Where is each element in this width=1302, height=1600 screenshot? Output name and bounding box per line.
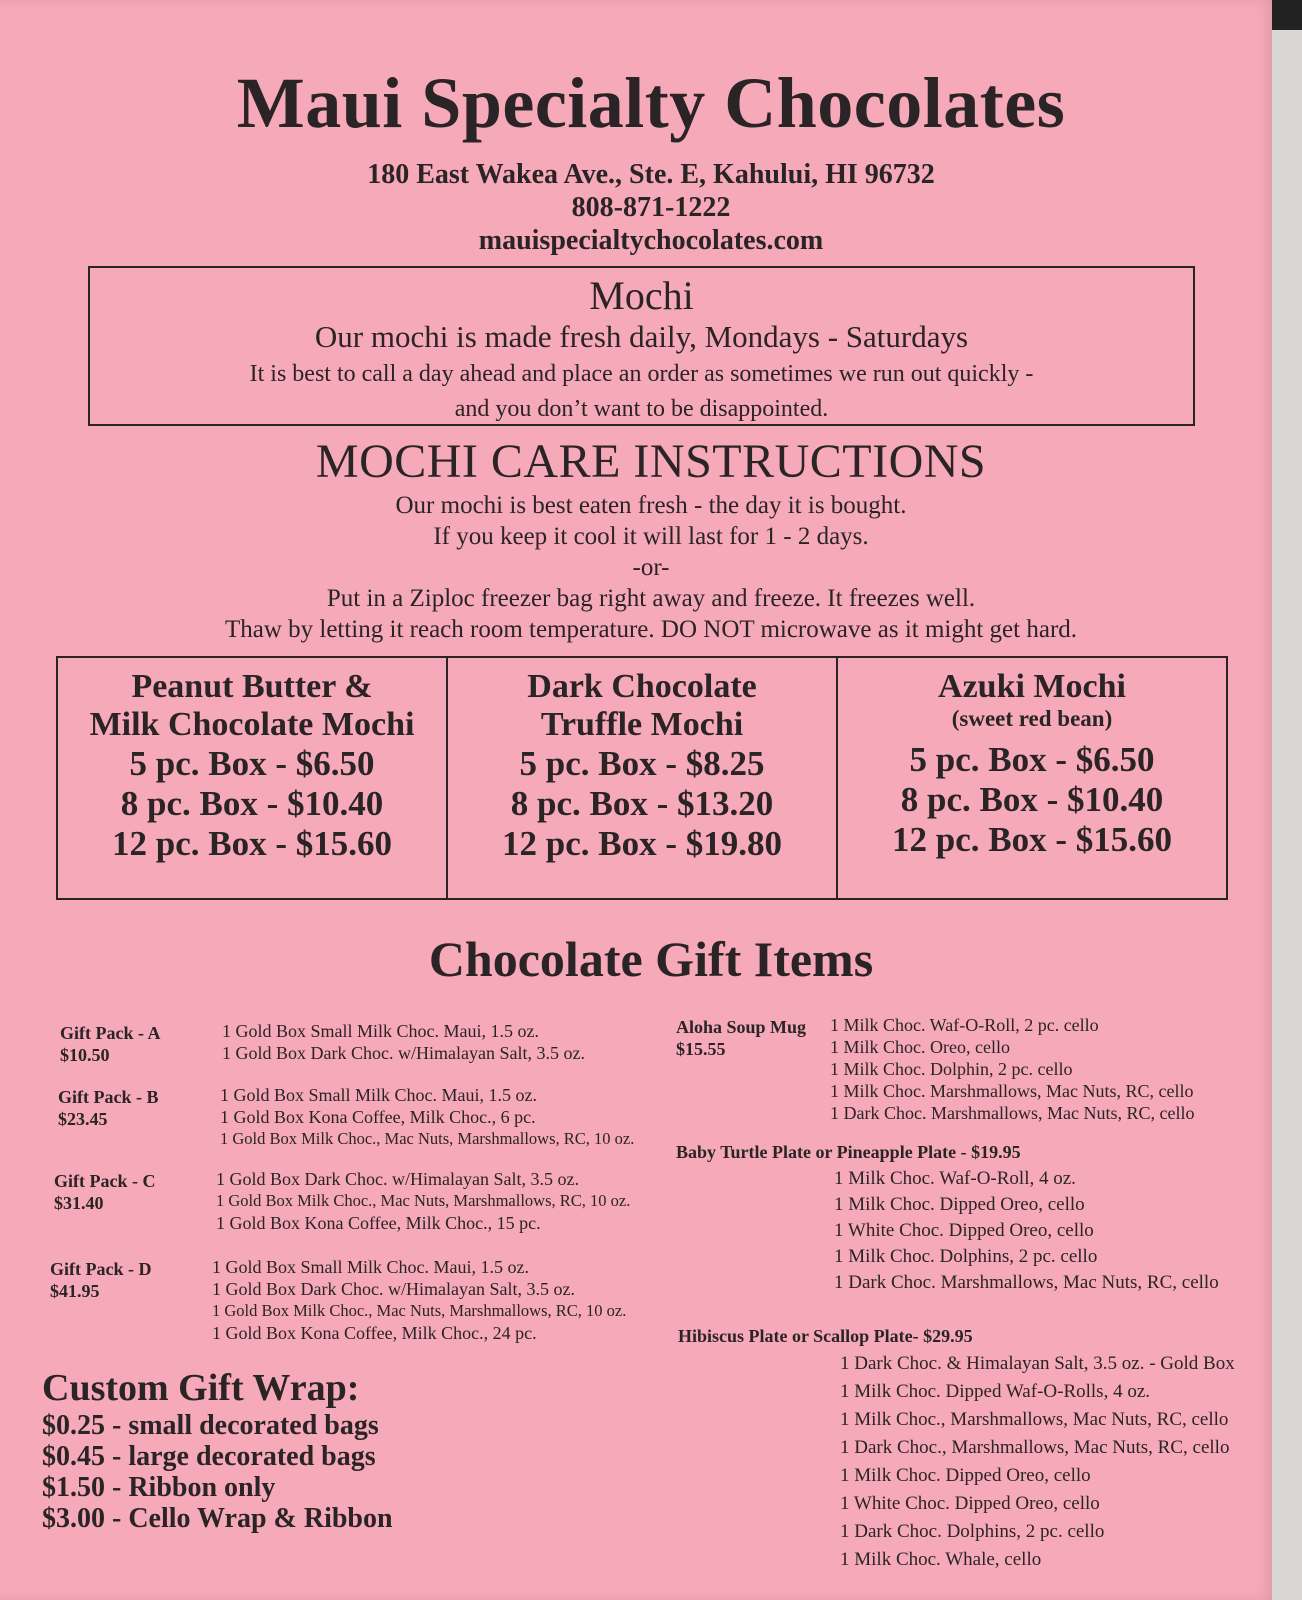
list-item: 1 Milk Choc. Dolphins, 2 pc. cello — [834, 1246, 1098, 1267]
list-item: 1 Gold Box Small Milk Choc. Maui, 1.5 oz. — [220, 1085, 537, 1105]
mochi-order-line: It is best to call a day ahead and place an order as sometimes we run out quickly - — [249, 361, 1034, 387]
mochi-price: 12 pc. Box - $19.80 — [502, 824, 782, 863]
mochi-type-dark-chocolate — [448, 658, 838, 898]
product-name: Aloha Soup Mug — [676, 1017, 807, 1037]
list-item: 1 Milk Choc. Dipped Oreo, cello — [840, 1465, 1091, 1486]
contact-block — [0, 158, 1302, 257]
list-item: 1 Gold Box Dark Choc. w/Himalayan Salt, 3.5 oz. — [222, 1043, 585, 1063]
gift-pack-price: $41.95 — [50, 1281, 100, 1301]
gift-pack-b-items — [220, 1084, 634, 1150]
gift-wrap-option: $0.25 - small decorated bags — [42, 1410, 379, 1441]
list-item: 1 Gold Box Kona Coffee, Milk Choc., 24 pc. — [212, 1323, 537, 1343]
hibiscus-plate-heading: Hibiscus Plate or Scallop Plate- $29.95 — [678, 1326, 973, 1346]
mochi-price: 8 pc. Box - $10.40 — [900, 780, 1164, 819]
mochi-type-azuki — [838, 658, 1226, 898]
care-line: Put in a Ziploc freezer bag right away and freeze. It freezes well. — [326, 585, 976, 612]
gift-wrap-option: $3.00 - Cello Wrap & Ribbon — [42, 1503, 393, 1534]
gift-pack-name: Gift Pack - A — [60, 1023, 161, 1043]
list-item: 1 Milk Choc., Marshmallows, Mac Nuts, RC, cello — [840, 1409, 1229, 1430]
mochi-fresh-line: Our mochi is made fresh daily, Mondays - Saturdays — [314, 319, 969, 354]
website: mauispecialtychocolates.com — [478, 225, 824, 256]
turtle-plate-items — [834, 1166, 1219, 1296]
mochi-price: 5 pc. Box - $8.25 — [519, 744, 765, 783]
mochi-price: 12 pc. Box - $15.60 — [112, 824, 392, 863]
mochi-price: 8 pc. Box - $13.20 — [510, 784, 774, 823]
gift-pack-name: Gift Pack - D — [50, 1259, 152, 1279]
list-item: 1 Gold Box Milk Choc., Mac Nuts, Marshmallows, RC, 10 oz. — [216, 1191, 631, 1210]
list-item: 1 White Choc. Dipped Oreo, cello — [834, 1220, 1094, 1241]
mochi-price: 12 pc. Box - $15.60 — [892, 820, 1172, 859]
mochi-heading: Mochi — [589, 273, 694, 318]
aloha-mug-label — [676, 1016, 806, 1060]
background-corner — [1272, 0, 1302, 30]
list-item: 1 Milk Choc. Dolphin, 2 pc. cello — [830, 1059, 1073, 1079]
mochi-subtitle: (sweet red bean) — [951, 706, 1113, 731]
mochi-info-box — [88, 266, 1195, 426]
gift-pack-name: Gift Pack - C — [54, 1171, 156, 1191]
list-item: 1 Milk Choc. Waf-O-Roll, 4 oz. — [834, 1168, 1076, 1189]
list-item: 1 White Choc. Dipped Oreo, cello — [840, 1493, 1100, 1514]
list-item: 1 Milk Choc. Waf-O-Roll, 2 pc. cello — [830, 1015, 1099, 1035]
list-item: 1 Dark Choc. & Himalayan Salt, 3.5 oz. - Gold Box — [840, 1353, 1235, 1374]
list-item: 1 Milk Choc. Marshmallows, Mac Nuts, RC, cello — [830, 1081, 1194, 1101]
list-item: 1 Gold Box Small Milk Choc. Maui, 1.5 oz. — [222, 1021, 539, 1041]
gift-pack-c-label — [54, 1170, 155, 1214]
list-item: 1 Gold Box Dark Choc. w/Himalayan Salt, 3.5 oz. — [212, 1279, 575, 1299]
list-item: 1 Gold Box Kona Coffee, Milk Choc., 6 pc. — [220, 1107, 536, 1127]
list-item: 1 Dark Choc. Dolphins, 2 pc. cello — [840, 1521, 1105, 1542]
list-item: 1 Milk Choc. Whale, cello — [840, 1549, 1042, 1570]
list-item: 1 Gold Box Milk Choc., Mac Nuts, Marshmallows, RC, 10 oz. — [212, 1301, 627, 1320]
address: 180 East Wakea Ave., Ste. E, Kahului, HI 96732 — [367, 159, 935, 190]
gift-pack-price: $23.45 — [58, 1109, 108, 1129]
gift-wrap-option: $0.45 - large decorated bags — [42, 1441, 376, 1472]
gift-pack-price: $10.50 — [60, 1045, 110, 1065]
turtle-plate-heading: Baby Turtle Plate or Pineapple Plate - $19.95 — [676, 1142, 1021, 1162]
care-heading: MOCHI CARE INSTRUCTIONS — [315, 435, 987, 488]
list-item: 1 Gold Box Small Milk Choc. Maui, 1.5 oz. — [212, 1257, 529, 1277]
mochi-price-table — [56, 656, 1228, 900]
list-item: 1 Dark Choc., Marshmallows, Mac Nuts, RC, cello — [840, 1437, 1230, 1458]
gift-pack-d-items — [212, 1256, 626, 1344]
mochi-name: Azuki Mochi — [938, 668, 1126, 705]
mochi-price: 8 pc. Box - $10.40 — [120, 784, 384, 823]
list-item: 1 Milk Choc. Oreo, cello — [830, 1037, 1010, 1057]
list-item: 1 Gold Box Dark Choc. w/Himalayan Salt, 3.5 oz. — [216, 1169, 579, 1189]
gift-wrap-heading: Custom Gift Wrap: — [42, 1367, 360, 1409]
mochi-price: 5 pc. Box - $6.50 — [909, 740, 1155, 779]
mochi-disappoint-line: and you don’t want to be disappointed. — [454, 396, 829, 422]
care-line: -or- — [632, 554, 670, 581]
gift-wrap-section — [42, 1366, 393, 1534]
mochi-name: Truffle Mochi — [540, 706, 744, 743]
gift-heading: Chocolate Gift Items — [428, 931, 874, 987]
list-item: 1 Dark Choc. Marshmallows, Mac Nuts, RC, cello — [834, 1272, 1219, 1293]
gift-pack-d-label — [50, 1258, 151, 1302]
list-item: 1 Milk Choc. Dipped Waf-O-Rolls, 4 oz. — [840, 1381, 1151, 1402]
list-item: 1 Milk Choc. Dipped Oreo, cello — [834, 1194, 1085, 1215]
gift-pack-name: Gift Pack - B — [58, 1087, 159, 1107]
gift-pack-c-items — [216, 1168, 630, 1234]
phone: 808-871-1222 — [571, 192, 731, 223]
product-price: $15.55 — [676, 1039, 726, 1059]
gift-pack-a-label — [60, 1022, 161, 1066]
care-line: Thaw by letting it reach room temperature. DO NOT microwave as it might get hard. — [224, 616, 1078, 643]
aloha-mug-items — [830, 1014, 1194, 1124]
page-title: Maui Specialty Chocolates — [236, 63, 1066, 143]
gift-pack-a-items — [222, 1020, 585, 1064]
mochi-name: Peanut Butter & — [131, 668, 373, 705]
list-item: 1 Dark Choc. Marshmallows, Mac Nuts, RC, cello — [830, 1103, 1195, 1123]
mochi-name: Dark Chocolate — [527, 668, 757, 705]
mochi-type-peanut-butter — [58, 658, 448, 898]
care-line: If you keep it cool it will last for 1 - 2 days. — [433, 523, 869, 550]
mochi-name: Milk Chocolate Mochi — [89, 706, 415, 743]
gift-pack-b-label — [58, 1086, 159, 1130]
gift-pack-price: $31.40 — [54, 1193, 104, 1213]
care-instructions — [0, 490, 1302, 645]
care-line: Our mochi is best eaten fresh - the day it is bought. — [395, 492, 907, 519]
mochi-price: 5 pc. Box - $6.50 — [129, 744, 375, 783]
list-item: 1 Gold Box Kona Coffee, Milk Choc., 15 pc. — [216, 1213, 541, 1233]
gift-wrap-option: $1.50 - Ribbon only — [42, 1472, 276, 1503]
list-item: 1 Gold Box Milk Choc., Mac Nuts, Marshmallows, RC, 10 oz. — [220, 1129, 635, 1148]
hibiscus-plate-items — [840, 1350, 1235, 1574]
